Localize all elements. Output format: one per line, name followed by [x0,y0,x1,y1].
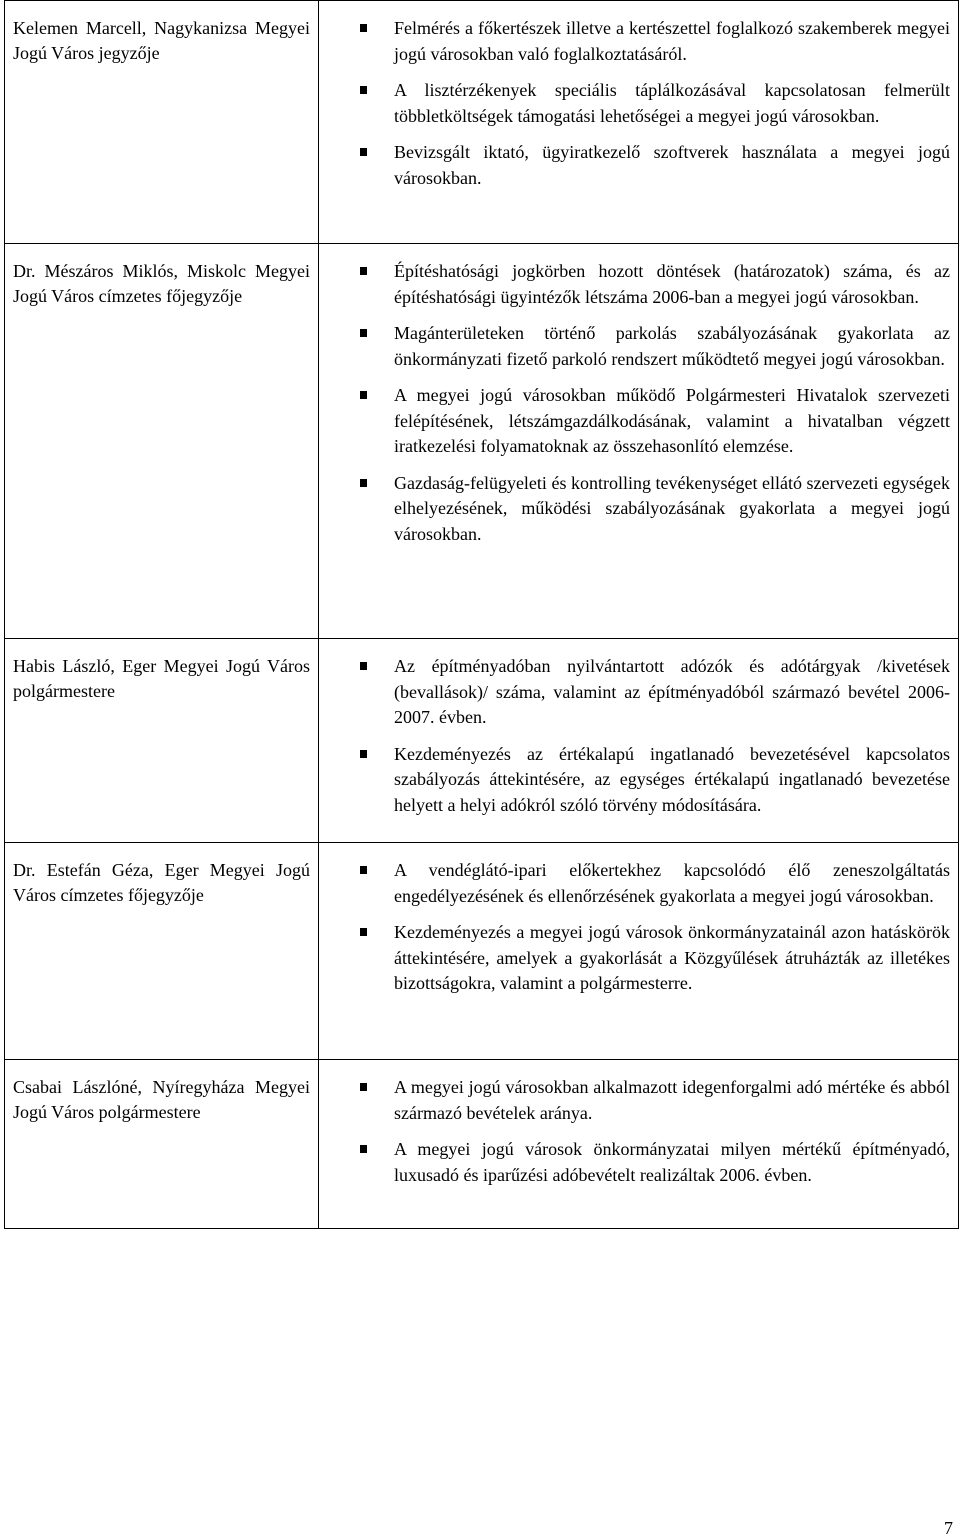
table-row [5,843,959,1060]
topic-text: A megyei jogú városok önkormányzatai milyen mértékű építményadó, luxusadó és iparűzési adóbevételt realizáltak 2006. évben. [394,1139,950,1185]
topics-cell [319,1060,959,1229]
page-number: 7 [944,1518,953,1538]
square-bullet-icon [360,391,367,399]
author-cell [5,1,319,244]
list-item [319,1137,950,1188]
list-item [319,383,950,460]
topics-cell [319,639,959,843]
author-cell [5,244,319,639]
topic-text: Bevizsgált iktató, ügyiratkezelő szoftverek használata a megyei jogú városokban. [394,142,950,188]
topics-table [4,0,959,1229]
topic-text: A megyei jogú városokban működő Polgármesteri Hivatalok szervezeti felépítésének, létszámgazdálkodásának, valamint a hivatalban végzett iratkezelési folyamatoknak az összehasonlító elemzése. [394,385,950,456]
square-bullet-icon [360,866,367,874]
topic-list [319,639,958,818]
table-row [5,244,959,639]
author-name: Dr. Mészáros Miklós, Miskolc Megyei Jogú Város címzetes főjegyzője [13,261,310,306]
topic-text: A lisztérzékenyek speciális táplálkozásával kapcsolatosan felmerült többletköltségek támogatási lehetőségei a megyei jogú városokban. [394,80,950,126]
topic-list [319,1,958,191]
topics-cell [319,1,959,244]
table-row [5,1060,959,1229]
topic-text: Kezdeményezés az értékalapú ingatlanadó bevezetésével kapcsolatos szabályozás áttekintésére, az egységes értékalapú ingatlanadó bevezetése helyett a helyi adókról szóló törvény módosítására. [394,743,950,815]
author-name: Dr. Estefán Géza, Eger Megyei Jogú Város címzetes főjegyzője [13,860,310,905]
topic-text: Felmérés a főkertészek illetve a kertészettel foglalkozó szakemberek megyei jogú városokban való foglalkoztatásáról. [394,18,950,64]
topic-list [319,1060,958,1188]
topic-list [319,843,958,997]
list-item [319,654,950,731]
list-item [319,1075,950,1126]
topics-cell [319,843,959,1060]
list-item [319,920,950,997]
list-item [319,471,950,548]
list-item [319,259,950,310]
list-item [319,78,950,129]
topics-cell [319,244,959,639]
square-bullet-icon [360,86,367,94]
square-bullet-icon [360,1083,367,1091]
topic-text: Gazdaság-felügyeleti és kontrolling tevékenységet ellátó szervezeti egységek elhelyezésének, működési szabályozásának gyakorlata a megyei jogú városokban. [394,472,950,544]
author-name: Kelemen Marcell, Nagykanizsa Megyei Jogú Város jegyzője [13,18,310,63]
topic-text: Építéshatósági jogkörben hozott döntések (határozatok) száma, és az építéshatósági ügyintézők létszáma 2006-ban a megyei jogú városokban. [394,261,950,307]
list-item [319,140,950,191]
list-item [319,742,950,819]
author-name: Csabai Lászlóné, Nyíregyháza Megyei Jogú Város polgármestere [13,1077,310,1122]
topic-text: Az építményadóban nyilvántartott adózók és adótárgyak /kivetések (bevallások)/ száma, valamint az építményadóból származó bevétel 2006-2007. évben. [394,656,950,727]
author-cell [5,843,319,1060]
square-bullet-icon [360,148,367,156]
square-bullet-icon [360,267,367,275]
square-bullet-icon [360,750,367,758]
author-name: Habis László, Eger Megyei Jogú Város polgármestere [13,656,310,701]
list-item [319,16,950,67]
table-row [5,639,959,843]
list-item [319,321,950,372]
table-row [5,1,959,244]
list-item [319,858,950,909]
topic-text: A megyei jogú városokban alkalmazott idegenforgalmi adó mértéke és abból származó bevételek aránya. [394,1077,950,1123]
square-bullet-icon [360,662,367,670]
author-cell [5,639,319,843]
author-cell [5,1060,319,1229]
topic-text: Magánterületeken történő parkolás szabályozásának gyakorlata az önkormányzati fizető parkoló rendszert működtető megyei jogú városokban. [394,323,950,369]
topic-list [319,244,958,547]
topic-text: A vendéglátó-ipari előkertekhez kapcsolódó élő zeneszolgáltatás engedélyezésének és ellenőrzésének gyakorlata a megyei jogú városokban. [394,860,950,906]
topic-text: Kezdeményezés a megyei jogú városok önkormányzatainál azon hatáskörök áttekintésére, amelyek a gyakorlását a Közgyűlések átruházták az illetékes bizottságokra, valamint a polgármesterre. [394,922,950,993]
square-bullet-icon [360,329,367,337]
square-bullet-icon [360,24,367,32]
square-bullet-icon [360,1145,367,1153]
square-bullet-icon [360,928,367,936]
square-bullet-icon [360,479,367,487]
